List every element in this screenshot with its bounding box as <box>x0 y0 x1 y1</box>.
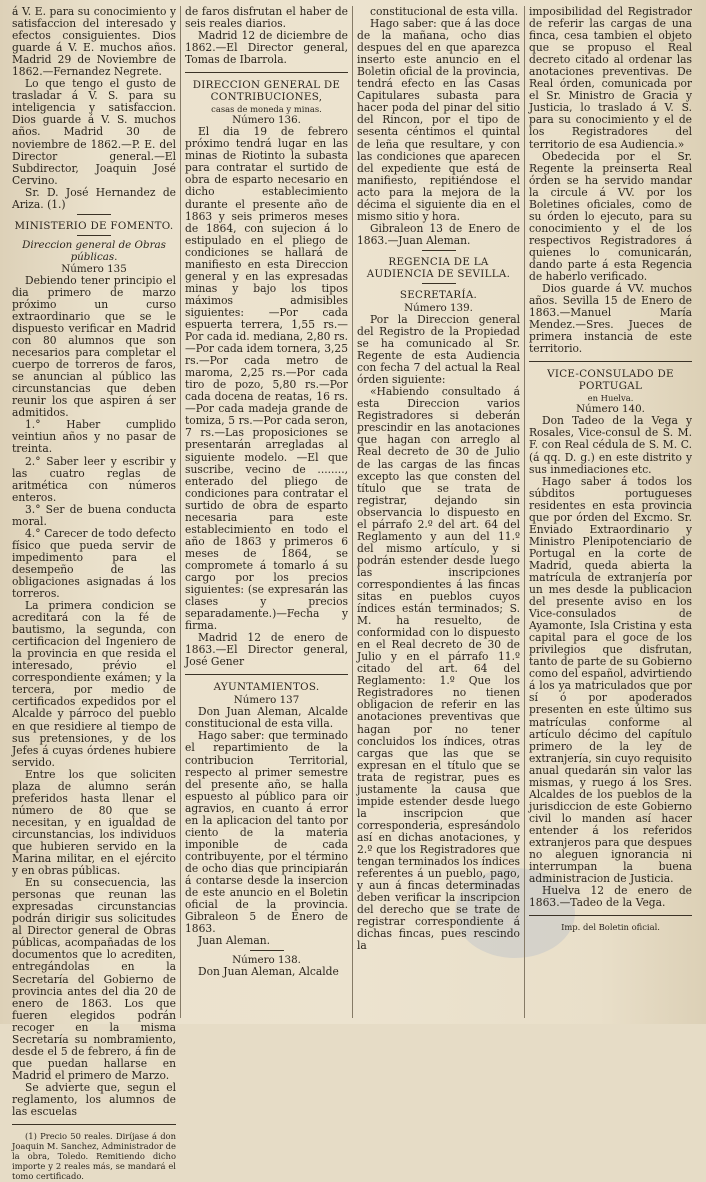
paragraph: Entre los que soliciten plaza de alumno serán preferidos hasta llenar el número de 80 que se necesitan, y en igualdad de circunstancias, los individuos que hubieren servido en la Marina militar, en el ejército y en obras públicas. <box>12 767 176 878</box>
paragraph: Hago saber á todos los súbditos portugueses residentes en esta provincia que por órden del Excmo. Sr. Enviado Extraordinario y Ministro Plenipotenciario de Portugal en la corte de Madrid, queda abierta la matrícula de extranjería por un mes desde la publicacion del presente aviso en los Vice-consulados de Ayamonte, Isla Cristina y esta capital para el goce de los privilegios que disfrutan, tanto de parte de su Gobierno como del español, advirtiendo á los ya matriculados que por sí ó por apoderados presenten en este último sus matrículas conforme al artículo décimo del capítulo primero de la ley de extranjería, sin cuyo requisito anual quedarán sin valor las mismas, y ruego á los Sres. Alcaldes de los pueblos de la jurisdiccion de este Gobierno civil lo manden así hacer entender á los referidos extranjeros para que despues no aleguen ignorancia ni interrumpan la buena administracion de Justicia. <box>529 474 692 886</box>
notice-number: Número 135 <box>61 262 127 275</box>
column-2 <box>180 6 352 1018</box>
notice-number: Número 137 <box>233 694 300 707</box>
paragraph: En su consecuencia, las personas que reunan las expresadas circunstancias podrán dirigir sus solicitudes al Director general de Obras públicas, acompañadas de los documentos que lo acrediten, entregándolas en la Secretaría del Gobierno de provincia antes del dia 20 de enero de 1863. Los que fueren elegidos podrán recoger en la misma Secretaría su nombramiento, desde el 5 de febrero, á fin de que puedan hallarse en Madrid el primero de Marzo. <box>12 876 176 1082</box>
divider <box>422 283 456 284</box>
section-subtitle: SECRETARÍA. <box>399 288 478 301</box>
divider <box>529 361 692 362</box>
notice-number: Número 138. <box>232 954 301 967</box>
heading: Don Juan Aleman, Alcalde constitucional de esta villa. <box>185 705 348 731</box>
paragraph: La primera condicion se acreditará con la fé de bautismo, la segunda, con certificacion del Ingeniero de la provincia en que resida el interesado, prévio el correspondiente exámen; y la tercera, por medio de certificados expedidos por el Alcalde y párroco del pueblo en que residiere al tiempo de sus pretensiones, y de los Jefes á cuyas órdenes hubiere servido. <box>12 599 176 769</box>
paragraph: Por la Direccion general del Registro de la Propiedad se ha comunicado al Sr. Regente de esta Audiencia con fecha 7 del actual la Real órden siguiente: <box>357 312 520 387</box>
heading: Don Tadeo de la Vega y Rosales, Vice-consul de S. M. F. con Real cédula de S. M. C. (á qq. D. g.) en este distrito y sus inmediaciones etc. <box>529 414 692 476</box>
notice-number: Número 136. <box>232 114 301 127</box>
signature: Madrid 12 de enero de 1863.—El Director general, José Gener <box>185 631 348 669</box>
heading: Don Juan Aleman, Alcalde <box>198 965 339 979</box>
column-1 <box>8 5 180 1182</box>
section-title: MINISTERIO DE FOMENTO. <box>14 219 174 232</box>
section-subtitle: en Huelva. <box>587 393 634 404</box>
signature: Madrid 12 de diciembre de 1862.—El Director general, Tomas de Ibarrola. <box>185 29 348 67</box>
section-title: REGENCIA DE LA AUDIENCIA DE SEVILLA. <box>366 255 511 280</box>
printer-footer: Imp. del Boletin oficial. <box>561 922 660 933</box>
column-3 <box>352 6 524 1018</box>
divider <box>185 674 348 675</box>
paragraph: 4.° Carecer de todo defecto físico que pueda servir de impedimento para el desempeño de las obligaciones asignadas á los torreros. <box>12 526 176 601</box>
paragraph: imposibilidad del Registrador de referir las cargas de una finca, cesa tambien el objeto que se propuso el Real decreto citado al ordenar las anotaciones preventivas. De Real órden, comunicada por el Sr. Ministro de Gracia y Justicia, lo traslado á V. S. para su conocimiento y el de los Registradores del territorio de esa Audiencia.» <box>529 5 692 151</box>
section-subtitle: Direccion general de Obras públicas. <box>22 238 166 263</box>
divider <box>77 235 111 236</box>
paragraph: El dia 19 de febrero próximo tendrá lugar en las minas de Riotinto la subasta para contratar el surtido de obra de esparto necesario en dicho establecimiento durante el presente año de 1863 y seis primeros meses de 1864, con sujecion á lo estipulado en el pliego de condiciones se hallará de manifiesto en esta Direccion general y en las expresadas minas y bajo los tipos máximos admisibles siguientes: —Por cada espuerta terrera, 1,55 rs.—Por cada id. mediana, 2,80 rs.—Por cada idem tornera, 3,25 rs.—Por cada metro de maroma, 2,25 rs.—Por cada tiro de pozo, 5,80 rs.—Por cada docena de reatas, 16 rs.—Por cada madeja grande de tomiza, 5 rs.—Por cada seron, 7 rs.—Las proposiciones se presentarán arregladas al siguiente modelo. —El que suscribe, vecino de ........, enterado del pliego de condiciones para contratar el surtido de obra de esparto necesaria para este establecimiento en todo el año de 1863 y primeros 6 meses de 1864, se compromete á tomarlo á su cargo por los precios siguientes: (se expresarán las clases y precios separadamente.)—Fecha y firma. <box>185 125 348 633</box>
paragraph: Obedecida por el Sr. Regente la preinserta Real órden se ha servido mandar la circule á VV. por los Boletines oficiales, como de su órden lo ejecuto, para su conocimiento y el de los respectivos Registradores á quienes lo comunicarán, dando parte á esta Regencia de haberlo verificado. <box>529 149 692 284</box>
column-container <box>8 5 698 1182</box>
notice-number: Número 139. <box>404 301 473 314</box>
divider <box>422 250 456 251</box>
paragraph: Debiendo tener principio el dia primero de marzo próximo un curso extraordinario que se le dispuesto verificar en Madrid con 80 alumnos que son necesarios para completar el cuerpo de torreros de faros, se anuncian al público las circunstancias que deben reunir los que aspiren á ser admitidos. <box>12 273 176 420</box>
signature: Huelva 12 de enero de 1863.—Tadeo de la Vega. <box>529 884 692 910</box>
signature: Dios guarde á VV. muchos años. Sevilla 15 de Enero de 1863.—Manuel María Mendez.—Sres. Jueces de primera instancia de este territorio. <box>529 282 692 356</box>
footnote-rule <box>12 1124 176 1125</box>
signature: Gibraleon 13 de Enero de 1863.—Juan Aleman. <box>357 221 520 247</box>
section-title: DIRECCION GENERAL DE CONTRIBUCIONES, <box>192 79 341 104</box>
column-4 <box>524 6 696 1018</box>
divider <box>77 214 111 215</box>
section-title: VICE-CONSULADO DE PORTUGAL <box>547 368 674 393</box>
paragraph: «Habiendo consultado á esta Direccion varios Registradores si deberán prescindir en las anotaciones que hagan con arreglo al Real decreto de 30 de Julio de las cargas de las fincas excepto las que consten del título que se trata de registrar, dejando sin observancia lo dispuesto en el párrafo 2.º del art. 64 del Reglamento y aun del 11.º del mismo artículo, y si podrán estender desde luego las inscripciones correspondientes á las fincas sitas en pueblos cuyos índices están terminados; S. M. ha resuelto, de conformidad con lo dispuesto en el Real decreto de 30 de Julio y en el párrafo 11.º citado del art. 64 del Reglamento: 1.º Que los Registradores no tienen obligacion de referir en las anotaciones preventivas que hagan por no tener concluidos los índices, otras cargas que las que se expresan en el título que se trata de registrar, pues es justamente la causa que impide estender desde luego la inscripcion que corresponderia, espresándolo así en dichas anotaciones, y 2.º que los Registradores que tengan terminados los índices referentes á un pueblo, pago, y aun á fincas determinadas deben verificar la inscripcion del derecho que se trate de registrar correspondiente á dichas fincas, pues rescindo la <box>357 385 520 953</box>
section-title: AYUNTAMIENTOS. <box>213 681 320 694</box>
paragraph: á V. E. para su conocimiento y satisfaccion del interesado y efectos consiguientes. Dios guarde á V. E. muchos años. Madrid 29 de Noviembre de 1862.—Fernandez Negrete. <box>12 5 176 79</box>
footnote: (1) Precio 50 reales. Diríjase á don Joaquin M. Sanchez, Administrador de la obra, Toledo. Remitiendo dicho importe y 2 reales más, se mandará el tomo certificado. <box>12 1131 176 1182</box>
paragraph: Hago saber: que terminado el repartimiento de la contribucion Territorial, respecto al primer semestre del presente año, se halla espuesto al público para oir agravios, en cuanto á error en la aplicacion del tanto por ciento de la materia imponible de cada contribuyente, por el término de ocho dias que principiarán á contarse desde la insercion de este anuncio en el Boletin oficial de la provincia. Gibraleon 5 de Enero de 1863. <box>185 729 348 936</box>
paragraph: constitucional de esta villa. <box>370 5 519 18</box>
paragraph: Hago saber: que á las doce de la mañana, ocho dias despues del en que aparezca inserto este anuncio en el Boletin oficial de la provincia, tendrá efecto en las Casas Capitulares subasta para hacer poda del pinar del sitio del Rincon, por el tipo de sesenta céntimos el quintal de leña que resultare, y con las condiciones que aparecen del expediente que está de manifiesto, repitiéndose el acto para la mejora de la décima el siguiente dia en el mismo sitio y hora. <box>357 17 520 223</box>
paragraph: 1.° Haber cumplido veintiun años y no pasar de treinta. <box>12 418 176 456</box>
section-subtitle: casas de moneda y minas. <box>211 104 322 115</box>
paragraph: 2.° Saber leer y escribir y las cuatro reglas de aritmética con números enteros. <box>12 454 176 504</box>
paragraph: Lo que tengo el gusto de trasladar á V. S. para su inteligencia y satisfaccion. Dios guarde á V. S. muchos años. Madrid 30 de noviembre de 1862.—P. E. del Director general.—El Subdirector, Joaquin José Cervino. <box>12 77 176 187</box>
divider <box>529 915 692 916</box>
signature: Juan Aleman. <box>198 934 271 948</box>
divider <box>185 72 348 73</box>
notice-number: Número 140. <box>576 403 645 416</box>
footnote-ref: (1.) <box>47 197 66 211</box>
paragraph: de faros disfrutan el haber de seis reales diarios. <box>185 5 348 31</box>
divider <box>250 950 284 951</box>
paragraph: Se advierte que, segun el reglamento, los alumnos de las escuelas <box>12 1080 176 1119</box>
paragraph: 3.° Ser de buena conducta moral. <box>12 502 176 528</box>
addressee: Sr. D. José Hernandez de Ariza. (1.) <box>12 185 176 211</box>
